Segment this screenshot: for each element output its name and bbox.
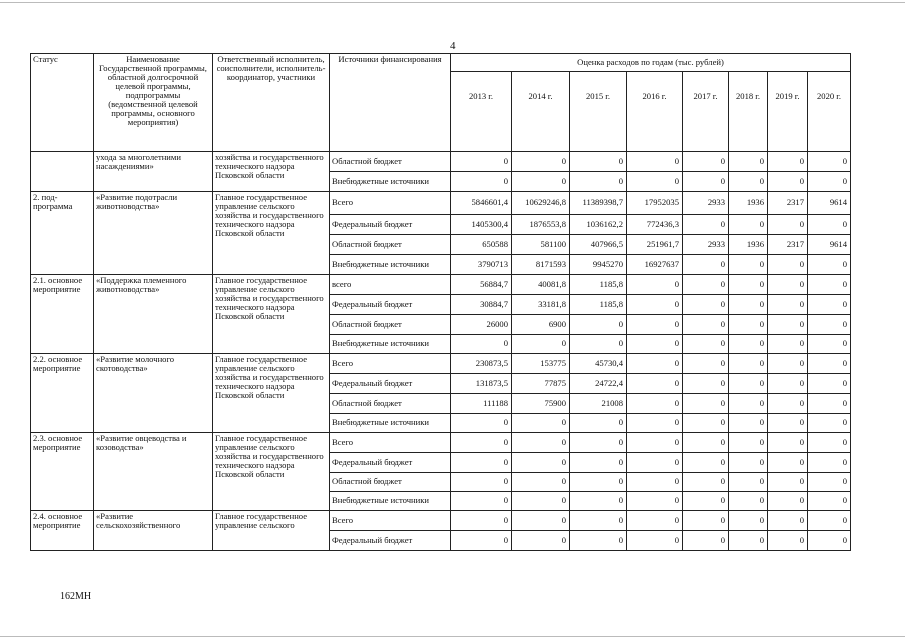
value-cell: 0: [729, 255, 768, 275]
value-cell: 0: [627, 172, 683, 192]
value-cell: 0: [627, 473, 683, 492]
table-body: [31, 152, 851, 551]
value-cell: 2317: [768, 192, 808, 215]
year-header: 2018 г.: [729, 72, 768, 152]
value-cell: 0: [627, 511, 683, 531]
value-cell: 0: [451, 511, 512, 531]
value-cell: 0: [808, 152, 851, 172]
value-cell: 0: [627, 295, 683, 315]
value-cell: 0: [808, 215, 851, 235]
value-cell: 0: [768, 374, 808, 394]
value-cell: 0: [683, 295, 729, 315]
funding-source: Областной бюджет: [330, 394, 451, 414]
value-cell: 0: [683, 473, 729, 492]
row-name: «Поддержка племенного животноводства»: [94, 275, 213, 354]
value-cell: 0: [512, 152, 570, 172]
value-cell: 0: [683, 394, 729, 414]
value-cell: 1936: [729, 235, 768, 255]
value-cell: 0: [627, 335, 683, 354]
funding-source: Федеральный бюджет: [330, 531, 451, 551]
year-header: 2020 г.: [808, 72, 851, 152]
value-cell: 0: [512, 335, 570, 354]
value-cell: 0: [570, 433, 627, 453]
value-cell: 0: [683, 315, 729, 335]
value-cell: 0: [729, 531, 768, 551]
value-cell: 0: [729, 511, 768, 531]
year-header: 2015 г.: [570, 72, 627, 152]
value-cell: 0: [768, 215, 808, 235]
value-cell: 0: [512, 473, 570, 492]
value-cell: 0: [768, 433, 808, 453]
row-status: 2.1. основное мероприятие: [31, 275, 94, 354]
table-row: [31, 433, 851, 453]
row-name: «Развитие молочного скотоводства»: [94, 354, 213, 433]
value-cell: 1036162,2: [570, 215, 627, 235]
value-cell: 0: [729, 492, 768, 511]
table-row: [31, 152, 851, 172]
value-cell: 0: [570, 492, 627, 511]
value-cell: 17952035: [627, 192, 683, 215]
value-cell: 0: [729, 295, 768, 315]
row-name: «Развитие подотрасли животноводства»: [94, 192, 213, 275]
value-cell: 0: [729, 152, 768, 172]
value-cell: 9614: [808, 235, 851, 255]
value-cell: 0: [768, 315, 808, 335]
value-cell: 0: [451, 492, 512, 511]
value-cell: 0: [512, 433, 570, 453]
value-cell: 3790713: [451, 255, 512, 275]
row-name: «Развитие овцеводства и козоводства»: [94, 433, 213, 511]
value-cell: 0: [451, 473, 512, 492]
value-cell: 0: [451, 414, 512, 433]
value-cell: 0: [570, 453, 627, 473]
funding-source: Внебюджетные источники: [330, 414, 451, 433]
value-cell: 75900: [512, 394, 570, 414]
value-cell: 0: [808, 433, 851, 453]
value-cell: 0: [768, 394, 808, 414]
value-cell: 0: [683, 275, 729, 295]
value-cell: 1185,8: [570, 275, 627, 295]
funding-source: Областной бюджет: [330, 315, 451, 335]
value-cell: 0: [768, 172, 808, 192]
value-cell: 0: [683, 215, 729, 235]
value-cell: 26000: [451, 315, 512, 335]
funding-source: Внебюджетные источники: [330, 172, 451, 192]
value-cell: 131873,5: [451, 374, 512, 394]
row-status: 2.3. основное мероприятие: [31, 433, 94, 511]
row-responsible: Главное государственное управление сельского хозяйства и государственного технического надзора Псковской области: [213, 433, 330, 511]
row-status: 2.4. основное мероприятие: [31, 511, 94, 551]
value-cell: 16927637: [627, 255, 683, 275]
value-cell: 5846601,4: [451, 192, 512, 215]
year-header: 2016 г.: [627, 72, 683, 152]
value-cell: 0: [768, 275, 808, 295]
value-cell: 0: [808, 354, 851, 374]
value-cell: 111188: [451, 394, 512, 414]
funding-source: Всего: [330, 354, 451, 374]
value-cell: 0: [768, 492, 808, 511]
value-cell: 0: [627, 453, 683, 473]
document-code: 162МН: [60, 591, 92, 602]
row-responsible: Главное государственное управление сельского хозяйства и государственного технического надзора Псковской области: [213, 192, 330, 275]
value-cell: 0: [627, 414, 683, 433]
value-cell: 0: [729, 453, 768, 473]
value-cell: 0: [627, 433, 683, 453]
value-cell: 0: [683, 335, 729, 354]
value-cell: 0: [451, 335, 512, 354]
value-cell: 0: [768, 531, 808, 551]
scan-edge-top: [0, 2, 905, 3]
value-cell: 0: [729, 354, 768, 374]
funding-source: Областной бюджет: [330, 235, 451, 255]
value-cell: 0: [768, 354, 808, 374]
table-row: [31, 275, 851, 295]
value-cell: 0: [768, 511, 808, 531]
value-cell: 0: [768, 335, 808, 354]
value-cell: 650588: [451, 235, 512, 255]
value-cell: 0: [808, 473, 851, 492]
value-cell: 0: [683, 492, 729, 511]
value-cell: 0: [808, 492, 851, 511]
value-cell: 8171593: [512, 255, 570, 275]
value-cell: 0: [683, 354, 729, 374]
value-cell: 0: [729, 275, 768, 295]
value-cell: 0: [808, 275, 851, 295]
funding-source: Областной бюджет: [330, 473, 451, 492]
value-cell: 0: [683, 255, 729, 275]
value-cell: 0: [808, 394, 851, 414]
value-cell: 33181,8: [512, 295, 570, 315]
value-cell: 6900: [512, 315, 570, 335]
value-cell: 0: [570, 531, 627, 551]
funding-source: Областной бюджет: [330, 152, 451, 172]
value-cell: 0: [451, 152, 512, 172]
value-cell: 1876553,8: [512, 215, 570, 235]
value-cell: 0: [627, 315, 683, 335]
value-cell: 251961,7: [627, 235, 683, 255]
header-responsible: Ответственный исполнитель, соисполнители, исполнитель-координатор, участники: [213, 54, 330, 152]
value-cell: 0: [808, 255, 851, 275]
value-cell: 0: [627, 374, 683, 394]
value-cell: 0: [512, 453, 570, 473]
value-cell: 0: [768, 295, 808, 315]
value-cell: 0: [808, 374, 851, 394]
funding-source: всего: [330, 275, 451, 295]
header-program-name: Наименование Государственной программы, областной долгосрочной целевой программы, подпрограммы (ведомственной целевой программы, основного мероприятия): [94, 54, 213, 152]
value-cell: 2317: [768, 235, 808, 255]
value-cell: 0: [683, 172, 729, 192]
value-cell: 0: [570, 511, 627, 531]
value-cell: 0: [627, 492, 683, 511]
table-row: [31, 354, 851, 374]
value-cell: 1936: [729, 192, 768, 215]
value-cell: 0: [627, 275, 683, 295]
value-cell: 0: [729, 335, 768, 354]
value-cell: 30884,7: [451, 295, 512, 315]
value-cell: 0: [570, 172, 627, 192]
value-cell: 0: [683, 374, 729, 394]
funding-source: Федеральный бюджет: [330, 453, 451, 473]
page-number: 4: [450, 40, 456, 52]
row-responsible: хозяйства и государственного технического надзора Псковской области: [213, 152, 330, 192]
value-cell: 0: [627, 354, 683, 374]
row-name: «Развитие сельскохозяйственного: [94, 511, 213, 551]
header-status: Статус: [31, 54, 94, 152]
value-cell: 40081,8: [512, 275, 570, 295]
value-cell: 24722,4: [570, 374, 627, 394]
funding-source: Внебюджетные источники: [330, 335, 451, 354]
value-cell: 0: [512, 172, 570, 192]
value-cell: 0: [512, 492, 570, 511]
value-cell: 0: [808, 453, 851, 473]
value-cell: 153775: [512, 354, 570, 374]
row-status: 2.2. основное мероприятие: [31, 354, 94, 433]
value-cell: 0: [808, 531, 851, 551]
value-cell: 0: [627, 394, 683, 414]
value-cell: 0: [729, 433, 768, 453]
header-estimate: Оценка расходов по годам (тыс. рублей): [451, 54, 851, 72]
value-cell: 9614: [808, 192, 851, 215]
value-cell: 0: [808, 172, 851, 192]
table-row: [31, 511, 851, 531]
funding-source: Всего: [330, 511, 451, 531]
value-cell: 0: [570, 473, 627, 492]
year-header: 2017 г.: [683, 72, 729, 152]
value-cell: 0: [512, 531, 570, 551]
table-row: [31, 192, 851, 215]
value-cell: 9945270: [570, 255, 627, 275]
funding-source: Федеральный бюджет: [330, 295, 451, 315]
value-cell: 0: [683, 433, 729, 453]
value-cell: 0: [808, 295, 851, 315]
funding-source: Федеральный бюджет: [330, 215, 451, 235]
value-cell: 0: [570, 315, 627, 335]
value-cell: 0: [570, 152, 627, 172]
row-status: [31, 152, 94, 192]
value-cell: 0: [768, 255, 808, 275]
value-cell: 0: [768, 414, 808, 433]
value-cell: 0: [729, 394, 768, 414]
value-cell: 0: [683, 152, 729, 172]
row-name: ухода за многолетними насаждениями»: [94, 152, 213, 192]
value-cell: 772436,3: [627, 215, 683, 235]
value-cell: 0: [683, 453, 729, 473]
funding-source: Всего: [330, 433, 451, 453]
value-cell: 0: [683, 531, 729, 551]
value-cell: 10629246,8: [512, 192, 570, 215]
value-cell: 0: [683, 511, 729, 531]
value-cell: 21008: [570, 394, 627, 414]
value-cell: 0: [729, 473, 768, 492]
value-cell: 0: [729, 414, 768, 433]
value-cell: 0: [512, 511, 570, 531]
value-cell: 0: [627, 531, 683, 551]
row-responsible: Главное государственное управление сельского: [213, 511, 330, 551]
header-sources: Источники финансирования: [330, 54, 451, 152]
value-cell: 0: [729, 215, 768, 235]
value-cell: 0: [729, 315, 768, 335]
value-cell: 0: [808, 315, 851, 335]
value-cell: 0: [768, 473, 808, 492]
value-cell: 2933: [683, 235, 729, 255]
funding-source: Внебюджетные источники: [330, 255, 451, 275]
row-responsible: Главное государственное управление сельского хозяйства и государственного технического надзора Псковской области: [213, 354, 330, 433]
row-status: 2. под-программа: [31, 192, 94, 275]
value-cell: 1185,8: [570, 295, 627, 315]
value-cell: 0: [768, 453, 808, 473]
value-cell: 11389398,7: [570, 192, 627, 215]
value-cell: 230873,5: [451, 354, 512, 374]
value-cell: 0: [451, 453, 512, 473]
value-cell: 0: [451, 172, 512, 192]
year-header: 2013 г.: [451, 72, 512, 152]
year-header: 2014 г.: [512, 72, 570, 152]
value-cell: 45730,4: [570, 354, 627, 374]
value-cell: 56884,7: [451, 275, 512, 295]
value-cell: 0: [768, 152, 808, 172]
value-cell: 0: [808, 511, 851, 531]
value-cell: 581100: [512, 235, 570, 255]
funding-source: Федеральный бюджет: [330, 374, 451, 394]
funding-source: Внебюджетные источники: [330, 492, 451, 511]
row-responsible: Главное государственное управление сельского хозяйства и государственного технического надзора Псковской области: [213, 275, 330, 354]
value-cell: 407966,5: [570, 235, 627, 255]
value-cell: 0: [627, 152, 683, 172]
value-cell: 0: [808, 335, 851, 354]
value-cell: 1405300,4: [451, 215, 512, 235]
value-cell: 0: [570, 414, 627, 433]
year-header: 2019 г.: [768, 72, 808, 152]
value-cell: 0: [451, 531, 512, 551]
value-cell: 0: [808, 414, 851, 433]
value-cell: 77875: [512, 374, 570, 394]
value-cell: 0: [729, 172, 768, 192]
funding-source: Всего: [330, 192, 451, 215]
value-cell: 0: [683, 414, 729, 433]
value-cell: 0: [729, 374, 768, 394]
value-cell: 0: [512, 414, 570, 433]
value-cell: 2933: [683, 192, 729, 215]
expenditure-table: [30, 53, 851, 551]
value-cell: 0: [451, 433, 512, 453]
value-cell: 0: [570, 335, 627, 354]
scan-edge-bottom: [0, 636, 905, 637]
